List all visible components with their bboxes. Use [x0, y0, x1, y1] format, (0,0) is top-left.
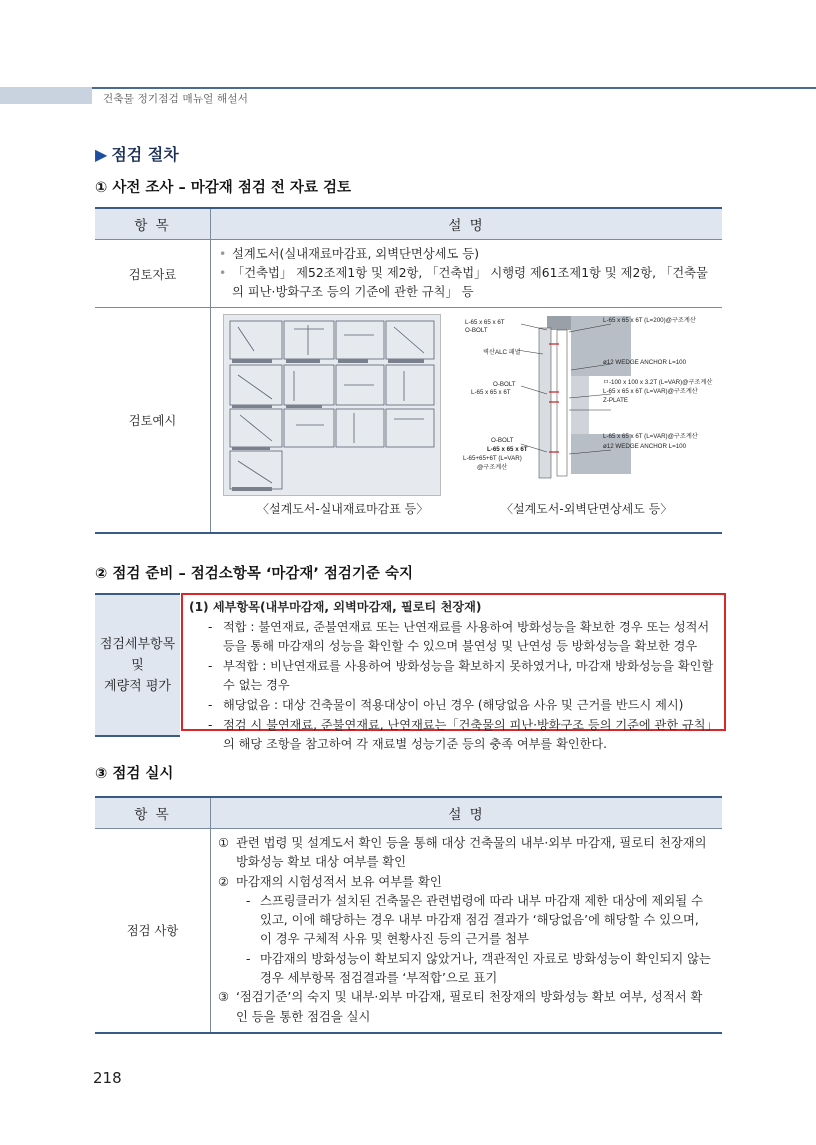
criteria-label-line: 및	[131, 657, 144, 673]
inspection-item	[218, 988, 713, 1027]
drawing-label: @구조계산	[477, 464, 508, 471]
drawing-label: ø12 WEDGE ANCHOR L=100	[603, 359, 687, 366]
caption-finish-schedule: 〈설계도서-실내재료마감표 등〉	[257, 502, 429, 516]
step2-title: ② 점검 준비 – 점검소항목 ‘마감재’ 점검기준 숙지	[95, 566, 414, 582]
row-label-review-example: 검토예시	[95, 308, 211, 534]
criteria-label-line: 점검세부항목	[99, 636, 176, 652]
drawing-label: L-65 x 65 x 6T	[487, 446, 528, 453]
page-number: 218	[93, 1069, 122, 1087]
bullet-item: • 설계도서(실내재료마감표, 외벽단면상세도 등)	[218, 245, 713, 264]
inspection-item	[218, 834, 713, 873]
criteria-item: - 점검 시 불연재료, 준불연재료, 난연재료는「건축물의 피난·방화구조 등의 기준에 관한 규칙」의 해당 조항을 참고하여 각 재료별 성능기준 등의 충족 여부를 확인한다.	[183, 716, 724, 755]
step1-table	[95, 207, 722, 534]
criteria-item: - 적합 : 불연재료, 준불연재료 또는 난연재료를 사용하여 방화성능을 확보한 경우 또는 성적서 등을 통해 마감재의 성능을 확인할 수 있으며 불연성 및 난연성 등 방화성능을 확보한 경우	[183, 618, 724, 657]
drawing-label: ㅁ-100 x 100 x 3.2T (L=VAR)@구조계산	[603, 379, 713, 386]
exterior-wall-section-drawing	[461, 314, 731, 494]
criteria-label	[95, 593, 180, 737]
drawing-label: L-65 x 65 x 6T (L=VAR)@구조계산	[603, 388, 698, 395]
inspection-cell	[211, 829, 723, 1033]
step1-title: ① 사전 조사 – 마감재 점검 전 자료 검토	[95, 180, 352, 196]
item-number: ①	[218, 836, 230, 850]
step3-title: ③ 점검 실시	[95, 766, 174, 782]
section-title	[95, 142, 179, 165]
criteria-heading: (1) 세부항목(내부마감재, 외벽마감재, 필로티 천장재)	[189, 600, 482, 614]
row-label-inspection: 점검 사항	[95, 829, 211, 1033]
criteria-item: - 해당없음 : 대상 건축물이 적용대상이 아닌 경우 (해당없음 사유 및 근거를 반드시 제시)	[183, 696, 724, 716]
col-header-item: 항 목	[95, 797, 211, 829]
bullet-item: • 「건축법」 제52조제1항 및 제2항, 「건축법」 시행령 제61조제1항 및 제2항, 「건축물의 피난·방화구조 등의 기준에 관한 규칙」 등	[218, 264, 713, 302]
drawing-label: O-BOLT	[491, 437, 514, 444]
drawing-label: L-65+65+6T (L=VAR)	[463, 455, 522, 462]
item-number: ②	[218, 874, 230, 889]
item-text: 관련 법령 및 설계도서 확인 등을 통해 대상 건축물의 내부·외부 마감재, 필로티 천장재의 방화성능 확보 대상 여부를 확인	[236, 836, 707, 870]
criteria-box	[95, 593, 722, 752]
drawing-label: 벽산ALC 패널	[483, 349, 521, 356]
finish-schedule-scan-image	[223, 314, 441, 496]
drawing-label: O-BOLT	[493, 381, 516, 388]
sub-item: - 스프링클러가 설치된 건축물은 관련법령에 따라 내부 마감재 제한 대상에 제외될 수 있고, 이에 해당하는 경우 내부 마감재 점검 결과가 ‘해당없음’에 해당할 수 있으며, 이 경우 구체적 사유 및 현황사진 등의 근거를 첨부	[236, 892, 713, 950]
running-title: 건축물 정기점검 매뉴얼 해설서	[103, 93, 249, 105]
drawing-label: L-65 x 65 x 6T (L=200)@구조계산	[603, 317, 696, 324]
criteria-label-line: 계량적 평가	[104, 678, 171, 694]
header-rule	[92, 87, 816, 89]
item-text: 마감재의 시험성적서 보유 여부를 확인	[236, 874, 442, 889]
header-accent-bar	[0, 87, 92, 104]
review-example-cell	[211, 308, 723, 534]
drawing-label: O-BOLT	[465, 327, 488, 334]
item-text: ‘점검기준’의 숙지 및 내부·외부 마감재, 필로티 천장재의 방화성능 확보 여부, 성적서 확인 등을 통한 점검을 실시	[236, 990, 703, 1024]
drawing-label: L-65 x 65 x 6T (L=VAR)@구조계산	[603, 433, 698, 440]
drawing-label: Z-PLATE	[603, 397, 628, 404]
drawing-label: L-65 x 65 x 6T	[471, 389, 511, 396]
triangle-right-icon: ▶	[95, 145, 108, 164]
criteria-highlight-box	[181, 593, 726, 752]
step3-table	[95, 796, 722, 1034]
row-label-review-materials: 검토자료	[95, 240, 211, 308]
section-title-text: 점검 절차	[111, 145, 179, 164]
drawing-label: ø12 WEDGE ANCHOR L=100	[603, 443, 687, 450]
criteria-item: - 부적합 : 비난연재료를 사용하여 방화성능을 확보하지 못하였거나, 마감재 방화성능을 확인할 수 없는 경우	[183, 657, 724, 696]
col-header-desc: 설 명	[211, 797, 723, 829]
review-materials-cell	[211, 240, 723, 308]
col-header-item: 항 목	[95, 208, 211, 240]
sub-item: - 마감재의 방화성능이 확보되지 않았거나, 객관적인 자료로 방화성능이 확인되지 않는 경우 세부항목 점검결과를 ‘부적합’으로 표기	[236, 950, 713, 989]
drawing-label: L-65 x 65 x 6T	[465, 319, 505, 326]
col-header-desc: 설 명	[211, 208, 723, 240]
caption-wall-section: 〈설계도서-외벽단면상세도 등〉	[501, 502, 673, 516]
item-number: ③	[218, 990, 230, 1005]
inspection-item	[218, 873, 713, 989]
